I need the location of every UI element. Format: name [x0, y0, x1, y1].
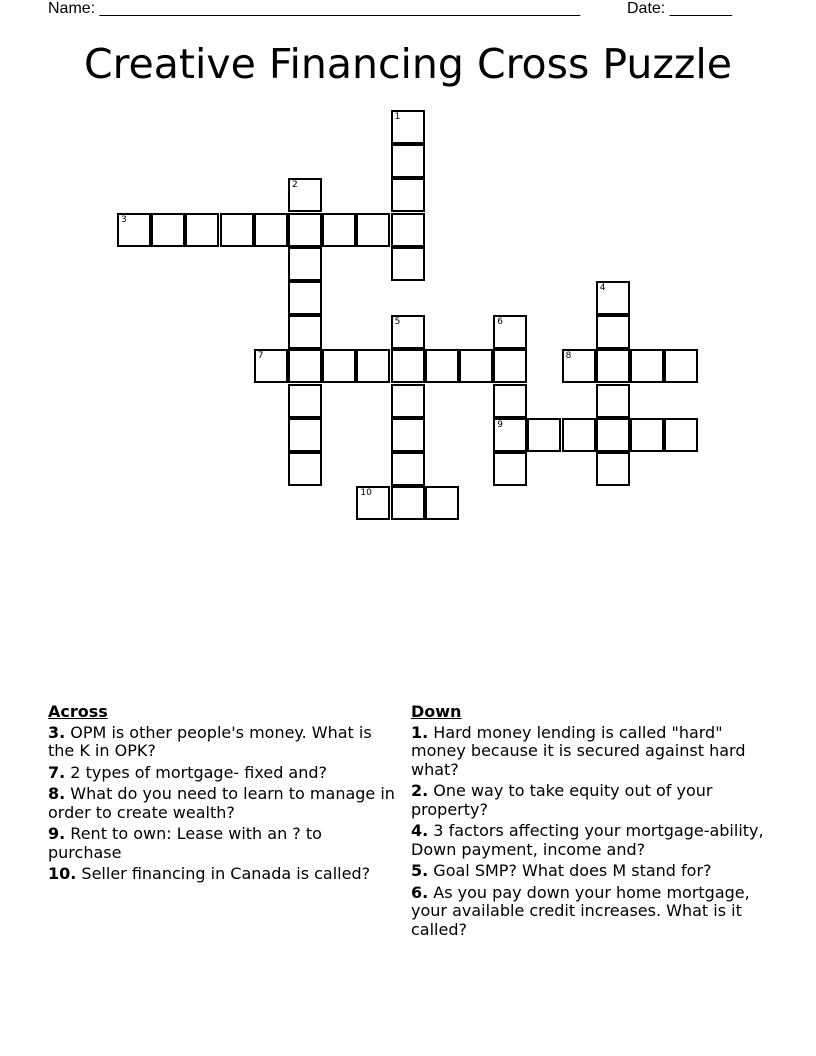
clue-number: 10.: [48, 864, 77, 883]
grid-cell[interactable]: [220, 213, 254, 247]
clue-number: 5.: [411, 861, 429, 880]
across-clues: [48, 703, 398, 887]
grid-cell[interactable]: [356, 486, 390, 520]
grid-cell[interactable]: [391, 213, 425, 247]
grid-cell[interactable]: [391, 486, 425, 520]
grid-cell[interactable]: [425, 486, 459, 520]
grid-cell[interactable]: [459, 349, 493, 383]
across-clue: [48, 865, 398, 884]
grid-cell[interactable]: [322, 349, 356, 383]
grid-cell[interactable]: [391, 452, 425, 486]
grid-cell[interactable]: [562, 349, 596, 383]
down-heading: Down: [411, 702, 462, 721]
clue-number: 3.: [48, 722, 66, 742]
grid-cell[interactable]: [254, 213, 288, 247]
clue-number-label: 9: [497, 419, 503, 430]
grid-cell[interactable]: [596, 349, 630, 383]
grid-cell[interactable]: [288, 349, 322, 383]
down-clue: [411, 884, 771, 940]
grid-cell[interactable]: [356, 213, 390, 247]
grid-cell[interactable]: [117, 213, 151, 247]
down-clue: [411, 822, 771, 859]
clue-number-label: 6: [497, 317, 503, 328]
down-clue: [411, 724, 771, 780]
date-field[interactable]: Date: _______: [627, 0, 732, 17]
grid-cell[interactable]: [391, 349, 425, 383]
clue-text: 3 factors affecting your mortgage-ability, Down payment, income and?: [411, 821, 764, 859]
across-clue: [48, 724, 398, 761]
clue-number: 2.: [411, 781, 429, 800]
across-clue: [48, 825, 398, 862]
grid-cell[interactable]: [288, 178, 322, 212]
clue-number-label: 3: [121, 214, 127, 225]
clue-text: Seller financing in Canada is called?: [76, 864, 371, 883]
grid-cell[interactable]: [664, 418, 698, 452]
grid-cell[interactable]: [596, 418, 630, 452]
grid-cell[interactable]: [185, 213, 219, 247]
grid-cell[interactable]: [664, 349, 698, 383]
clue-text: As you pay down your home mortgage, your available credit increases. What is it called?: [411, 882, 750, 939]
grid-cell[interactable]: [562, 418, 596, 452]
across-clue: [48, 764, 398, 783]
clue-text: What do you need to learn to manage in order to create wealth?: [48, 784, 395, 822]
clue-text: 2 types of mortgage- fixed and?: [65, 762, 328, 782]
across-clue: [48, 785, 398, 822]
grid-cell[interactable]: [391, 144, 425, 178]
grid-cell[interactable]: [288, 315, 322, 349]
clue-number: 4.: [411, 821, 429, 840]
puzzle-title: Creative Financing Cross Puzzle: [83, 40, 733, 88]
clue-number-label: 10: [360, 488, 372, 499]
clue-number-label: 7: [257, 351, 264, 362]
down-clues: [411, 703, 771, 942]
grid-cell[interactable]: [596, 452, 630, 486]
clue-number-label: 4: [599, 283, 606, 293]
clue-number: 6.: [411, 882, 429, 902]
grid-cell[interactable]: [322, 213, 356, 247]
clue-text: Rent to own: Lease with an ? to purchase: [48, 824, 322, 862]
grid-cell[interactable]: [288, 213, 322, 247]
grid-cell[interactable]: [288, 247, 322, 281]
grid-cell[interactable]: [630, 349, 664, 383]
grid-cell[interactable]: [356, 349, 390, 383]
grid-cell[interactable]: [288, 452, 322, 486]
grid-cell[interactable]: [493, 384, 527, 418]
grid-cell[interactable]: [630, 418, 664, 452]
grid-cell[interactable]: [391, 247, 425, 281]
across-heading: Across: [48, 702, 108, 721]
grid-cell[interactable]: [288, 384, 322, 418]
clue-number-label: 5: [394, 317, 401, 328]
grid-cell[interactable]: [493, 349, 527, 383]
clue-text: Goal SMP? What does M stand for?: [428, 861, 712, 880]
clue-number: 7.: [48, 762, 66, 782]
grid-cell[interactable]: [596, 384, 630, 418]
grid-cell[interactable]: [254, 349, 288, 383]
clue-text: One way to take equity out of your property?: [411, 781, 713, 819]
clue-number-label: 1: [394, 112, 401, 122]
grid-cell[interactable]: [391, 315, 425, 349]
grid-cell[interactable]: [527, 418, 561, 452]
clue-text: OPM is other people's money. What is the K in OPK?: [48, 722, 372, 760]
grid-cell[interactable]: [391, 418, 425, 452]
grid-cell[interactable]: [596, 281, 630, 315]
clue-text: Hard money lending is called "hard" money because it is secured against hard what?: [411, 722, 746, 779]
grid-cell[interactable]: [391, 110, 425, 144]
grid-cell[interactable]: [288, 418, 322, 452]
grid-cell[interactable]: [493, 315, 527, 349]
grid-cell[interactable]: [493, 452, 527, 486]
clue-number: 9.: [48, 824, 66, 843]
grid-cell[interactable]: [596, 315, 630, 349]
down-clue: [411, 782, 771, 819]
clue-number-label: 2: [292, 180, 298, 191]
grid-cell[interactable]: [493, 418, 527, 452]
grid-cell[interactable]: [425, 349, 459, 383]
grid-cell[interactable]: [288, 281, 322, 315]
grid-cell[interactable]: [391, 178, 425, 212]
clue-number: 8.: [48, 784, 66, 803]
grid-cell[interactable]: [151, 213, 185, 247]
name-field[interactable]: Name: ______________________________________________________: [48, 0, 581, 17]
down-clue: [411, 862, 771, 881]
clue-number: 1.: [411, 722, 429, 742]
clue-number-label: 8: [565, 351, 572, 362]
grid-cell[interactable]: [391, 384, 425, 418]
